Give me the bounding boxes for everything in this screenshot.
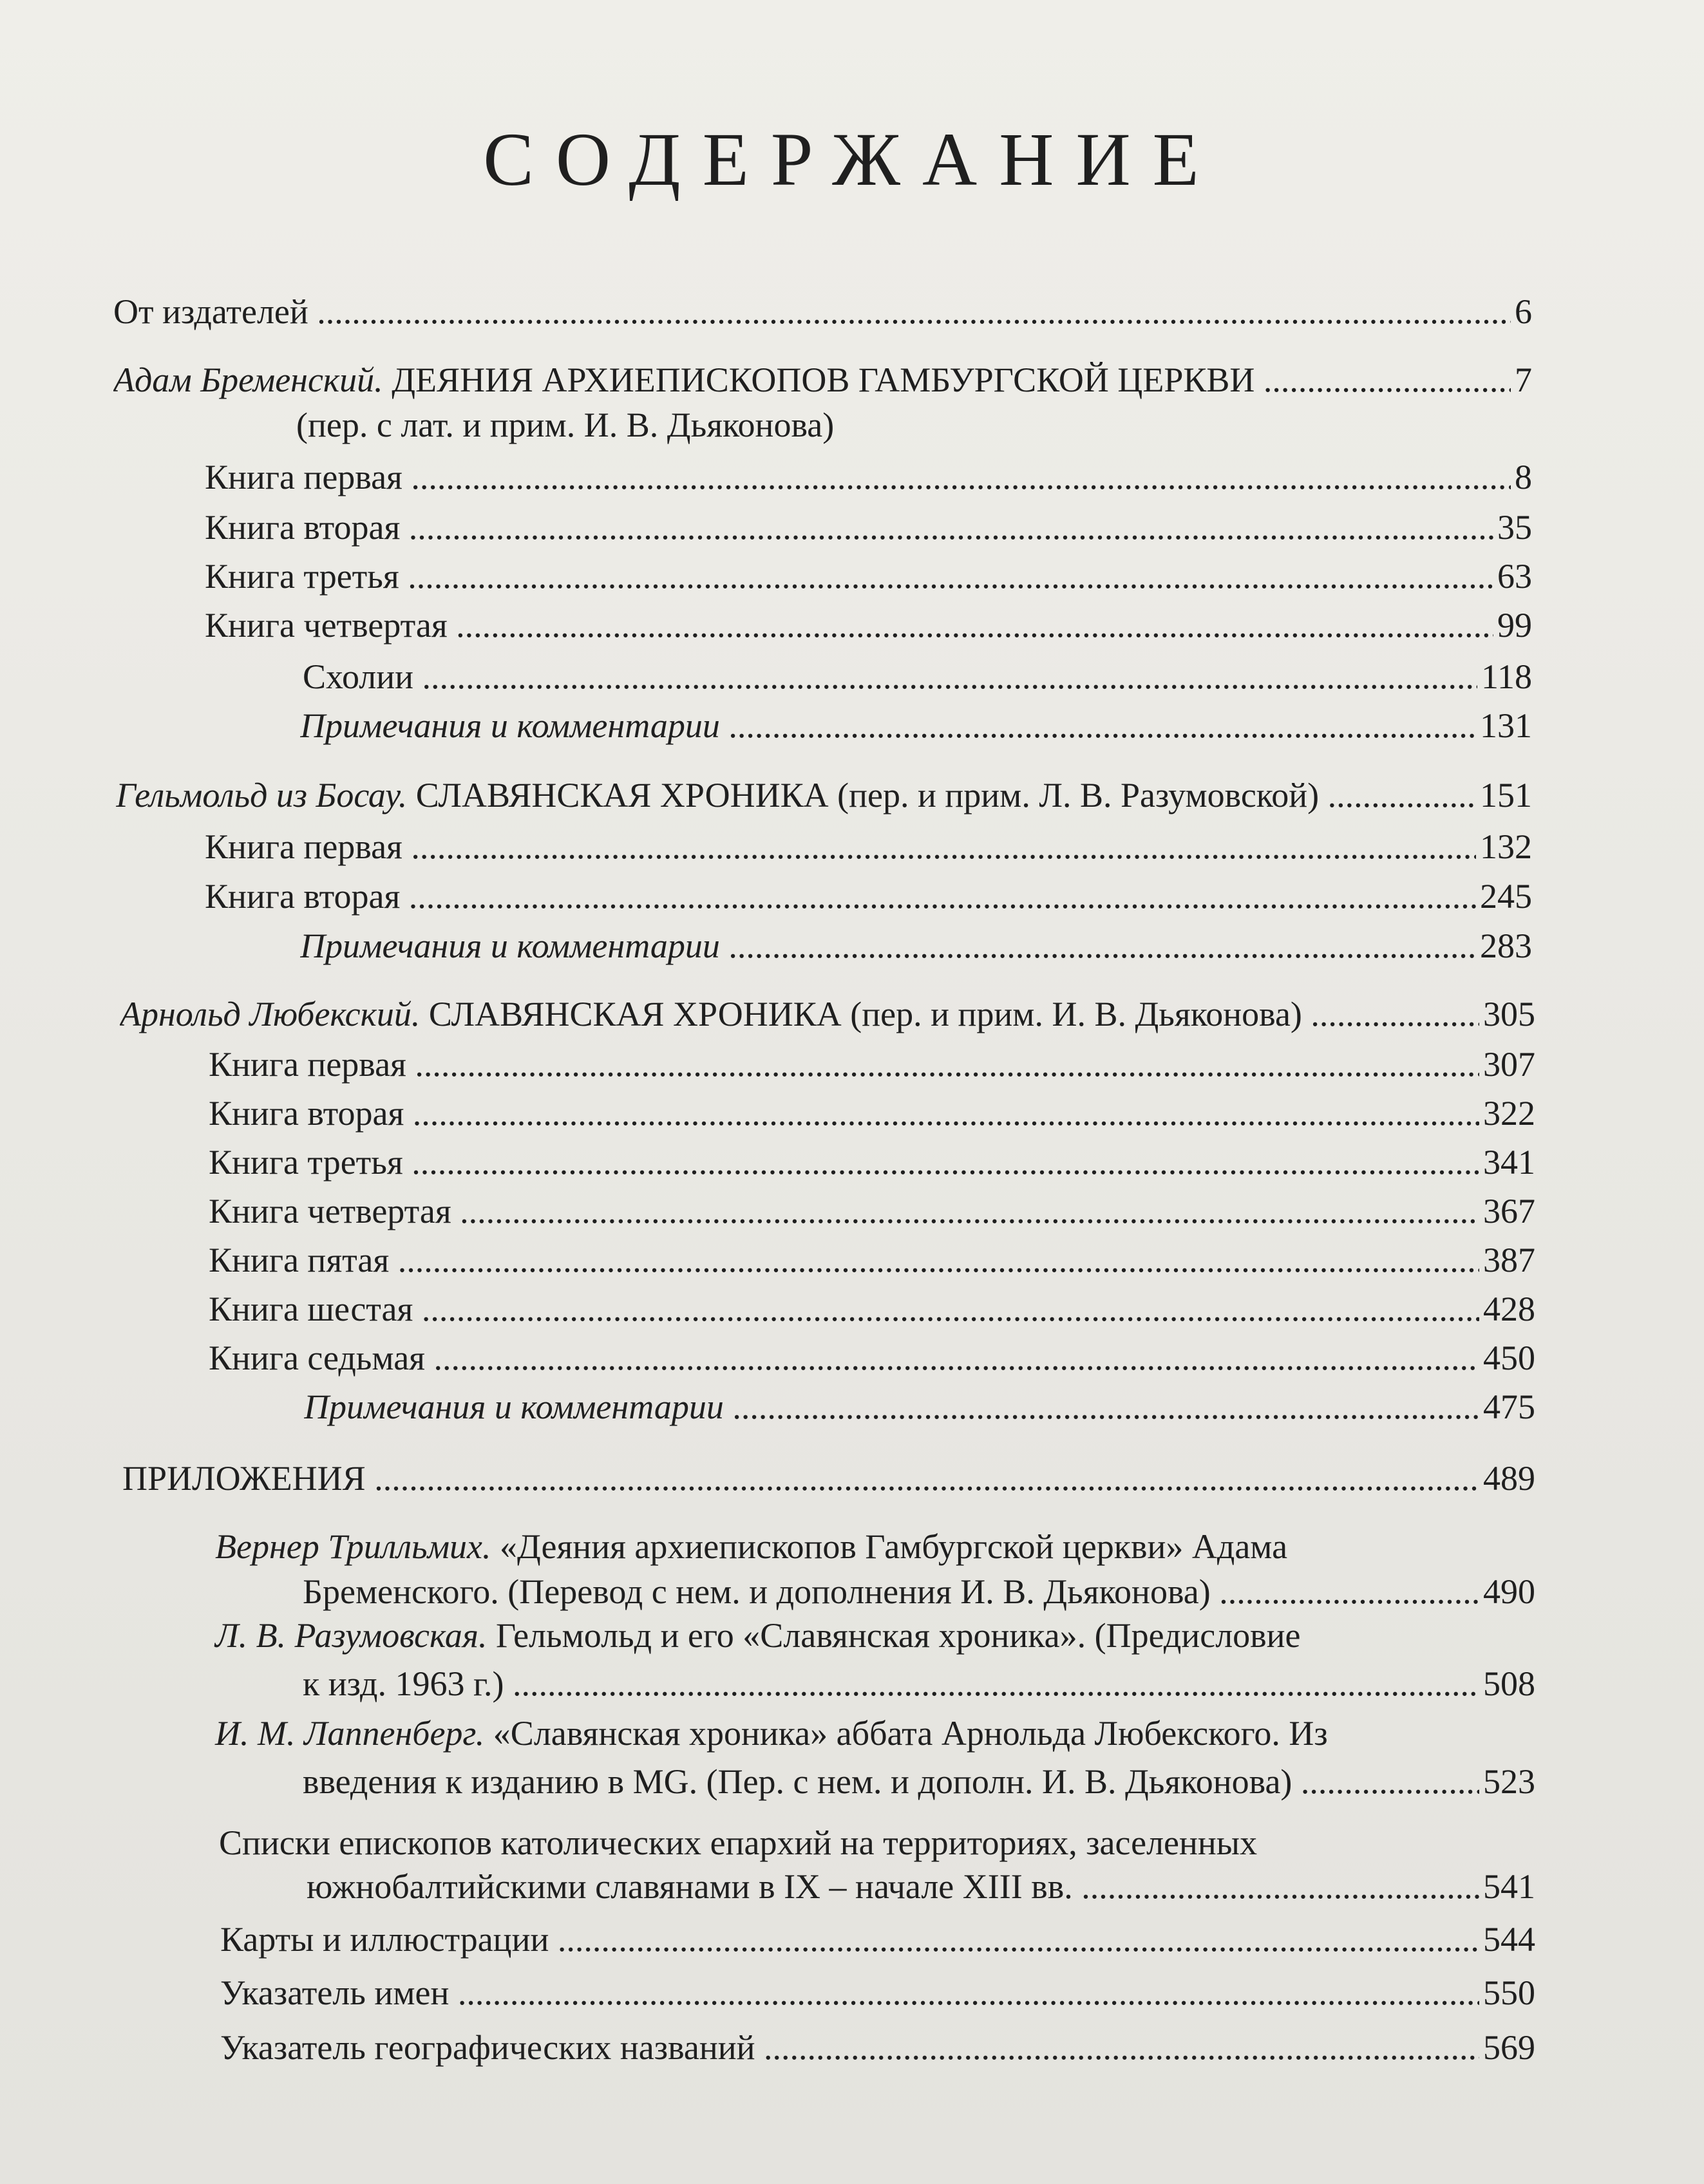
toc-page-number: 118 — [1481, 657, 1532, 696]
toc-page-number: 523 — [1483, 1762, 1535, 1801]
toc-entry-text: Книга четвертая — [209, 1192, 451, 1230]
toc-page-number: 475 — [1483, 1388, 1535, 1426]
toc-page-number: 541 — [1483, 1867, 1535, 1906]
toc-entry — [303, 1761, 1535, 1802]
toc-author: И. М. Лаппенберг. — [215, 1714, 485, 1753]
toc-entry — [209, 1337, 1535, 1379]
toc-entry — [205, 876, 1532, 917]
toc-entry-text: Примечания и комментарии — [300, 927, 720, 965]
toc-entry-text: Книга пятая — [209, 1241, 390, 1279]
toc-entry-text: «Славянская хроника» аббата Арнольда Любекского. Из — [493, 1714, 1328, 1753]
toc-author: Адам Бременский. — [113, 361, 383, 399]
toc-entry-line — [215, 1615, 1301, 1656]
toc-entry — [300, 705, 1532, 746]
toc-entry-text: Указатель географических названий — [220, 2028, 755, 2067]
toc-page-number: 131 — [1480, 706, 1532, 745]
toc-page-number: 35 — [1497, 508, 1532, 547]
toc-entry — [209, 1093, 1535, 1134]
toc-entry — [209, 1044, 1535, 1085]
toc-entry — [220, 1919, 1535, 1960]
page-title: СОДЕРЖАНИЕ — [483, 117, 1221, 202]
toc-page-number: 6 — [1515, 292, 1532, 331]
toc-entry — [303, 656, 1532, 697]
toc-entry-text: Бременского. (Перевод с нем. и дополнения И. В. Дьяконова) — [303, 1572, 1211, 1611]
toc-page-number: 132 — [1480, 827, 1532, 866]
toc-entry-text: южнобалтийскими славянами в IX – начале XIII вв. — [307, 1867, 1073, 1906]
toc-entry-text: Примечания и комментарии — [304, 1388, 724, 1426]
toc-entry-line — [215, 1713, 1328, 1754]
toc-page-number: 8 — [1515, 458, 1532, 496]
toc-entry — [220, 1972, 1535, 2013]
toc-entry-text: Книга четвертая — [205, 606, 448, 645]
toc-entry — [209, 1191, 1535, 1232]
toc-entry-line — [215, 1526, 1287, 1567]
toc-page-number: 7 — [1515, 361, 1532, 399]
toc-entry — [300, 925, 1532, 966]
toc-entry-text: к изд. 1963 г.) — [303, 1664, 504, 1703]
toc-entry — [205, 605, 1532, 646]
toc-page-number: 550 — [1483, 1973, 1535, 2012]
toc-page-number: 341 — [1483, 1143, 1535, 1181]
toc-entry-text: Книга вторая — [209, 1094, 404, 1133]
toc-entry-line: Списки епископов католических епархий на территориях, заселенных — [219, 1823, 1258, 1862]
toc-page-number: 508 — [1483, 1664, 1535, 1703]
toc-entry — [209, 1288, 1535, 1330]
toc-entry-text: Книга шестая — [209, 1290, 413, 1328]
toc-page-number: 428 — [1483, 1290, 1535, 1328]
toc-page-number: 544 — [1483, 1920, 1535, 1959]
toc-entry-text: Схолии — [303, 657, 413, 696]
toc-entry-text: Примечания и комментарии — [300, 706, 720, 745]
toc-entry — [205, 826, 1532, 867]
toc-page-number: 307 — [1483, 1045, 1535, 1084]
toc-page-number: 387 — [1483, 1241, 1535, 1279]
toc-entry-text: Книга первая — [205, 458, 402, 496]
toc-author: Арнольд Любекский. — [120, 995, 421, 1033]
toc-entry — [122, 1458, 1535, 1499]
toc-entry — [307, 1866, 1535, 1907]
toc-page-number: 63 — [1497, 557, 1532, 596]
toc-page-number: 569 — [1483, 2028, 1535, 2067]
toc-page-number: 489 — [1483, 1459, 1535, 1498]
toc-entry-text: Указатель имен — [220, 1973, 450, 2012]
toc-entry — [205, 556, 1532, 597]
toc-entry-text: ПРИЛОЖЕНИЯ — [122, 1459, 366, 1498]
toc-page-number: 490 — [1483, 1572, 1535, 1611]
toc-entry — [113, 291, 1532, 332]
toc-entry-text: Книга первая — [205, 827, 402, 866]
toc-entry-text: СЛАВЯНСКАЯ ХРОНИКА (пер. и прим. И. В. Дьяконова) — [428, 995, 1302, 1033]
toc-entry — [116, 775, 1532, 816]
toc-entry-text: СЛАВЯНСКАЯ ХРОНИКА (пер. и прим. Л. В. Разумовской) — [415, 776, 1320, 814]
toc-entry — [209, 1142, 1535, 1183]
toc-entry-text: Книга первая — [209, 1045, 406, 1084]
toc-page-number: 99 — [1497, 606, 1532, 645]
toc-page-number: 450 — [1483, 1339, 1535, 1377]
toc-page-number: 151 — [1480, 776, 1532, 814]
toc-author: Гельмольд из Босау. — [116, 776, 408, 814]
toc-entry — [205, 457, 1532, 498]
toc-entry-text: «Деяния архиепископов Гамбургской церкви» Адама — [500, 1527, 1288, 1566]
toc-page-number: 245 — [1480, 877, 1532, 916]
toc-entry — [120, 993, 1535, 1035]
toc-page-number: 305 — [1483, 995, 1535, 1033]
toc-author: Л. В. Разумовская. — [215, 1616, 488, 1655]
toc-entry-text: введения к изданию в MG. (Пер. с нем. и дополн. И. В. Дьяконова) — [303, 1762, 1292, 1801]
toc-entry — [303, 1663, 1535, 1704]
toc-entry-text: Книга третья — [205, 557, 399, 596]
toc-entry-text: От издателей — [113, 292, 308, 331]
toc-entry-text: Книга седьмая — [209, 1339, 426, 1377]
toc-page-number: 322 — [1483, 1094, 1535, 1133]
toc-entry — [205, 507, 1532, 548]
toc-entry — [303, 1571, 1535, 1612]
toc-entry — [209, 1239, 1535, 1281]
toc-page-number: 367 — [1483, 1192, 1535, 1230]
toc-entry-text: ДЕЯНИЯ АРХИЕПИСКОПОВ ГАМБУРГСКОЙ ЦЕРКВИ — [392, 361, 1255, 399]
toc-entry-text: Книга вторая — [205, 877, 401, 916]
toc-entry-text: Гельмольд и его «Славянская хроника». (Предисловие — [495, 1616, 1301, 1655]
toc-page-number: 283 — [1480, 927, 1532, 965]
toc-entry-note: (пер. с лат. и прим. И. В. Дьяконова) — [296, 406, 835, 444]
toc-entry — [220, 2027, 1535, 2068]
toc-entry — [304, 1386, 1535, 1427]
toc-entry-text: Книга третья — [209, 1143, 403, 1181]
toc-entry-text: Карты и иллюстрации — [220, 1920, 549, 1959]
toc-entry-text: Книга вторая — [205, 508, 401, 547]
toc-entry — [113, 359, 1532, 400]
toc-author: Вернер Трилльмих. — [215, 1527, 491, 1566]
